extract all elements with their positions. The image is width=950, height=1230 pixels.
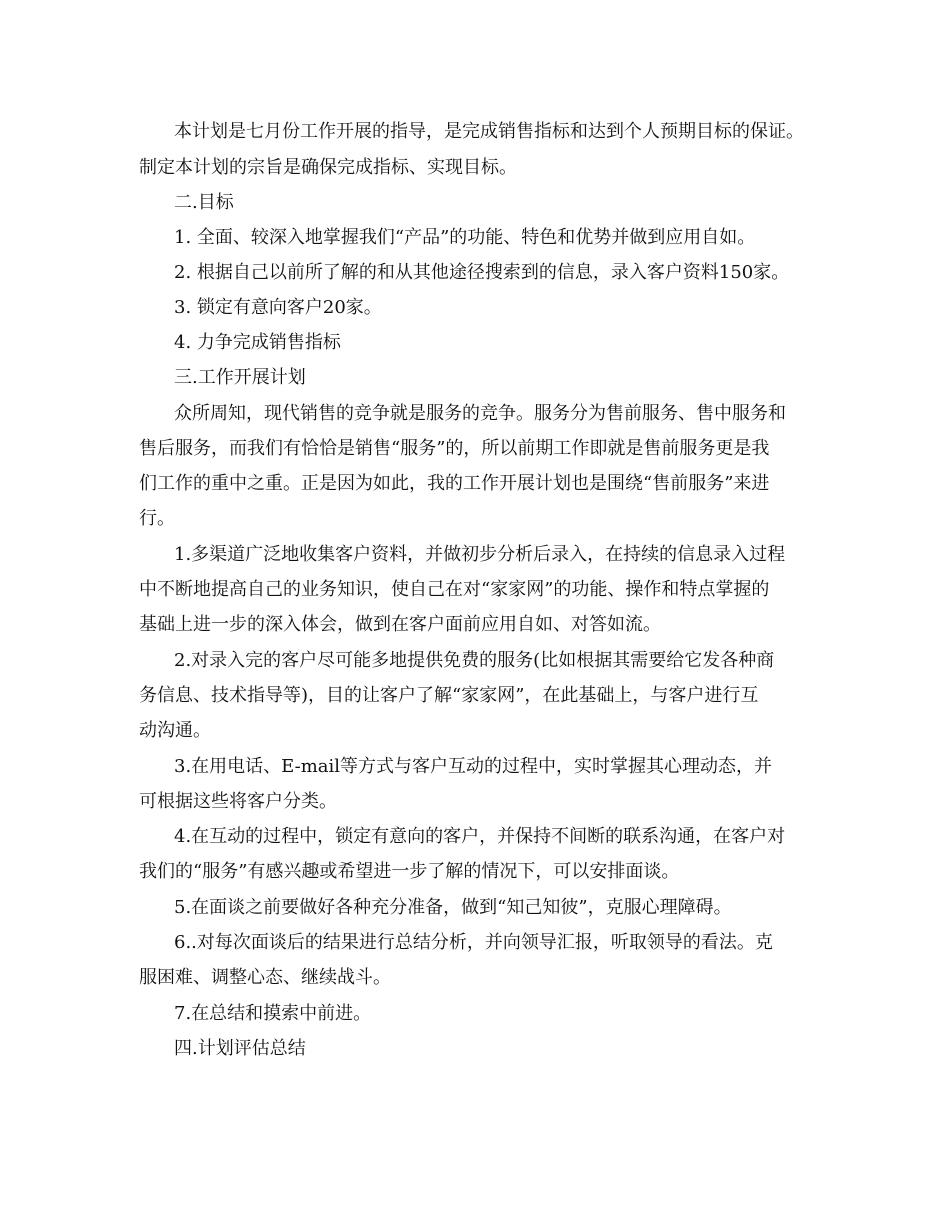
paragraph-line: 基础上进一步的深入体会，做到在客户面前应用自如、对答如流。 (139, 614, 661, 635)
paragraph-line: 服困难、调整心态、继续战斗。 (139, 967, 391, 988)
list-item: 1.多渠道广泛地收集客户资料，并做初步分析后录入，在持续的信息录入过程 (174, 544, 786, 565)
list-item: 2. 根据自己以前所了解的和从其他途径搜索到的信息，录入客户资料150家。 (174, 262, 790, 283)
list-item: 5.在面谈之前要做好各种充分准备，做到“知己知彼”，克服心理障碍。 (174, 897, 732, 918)
list-item: 1. 全面、较深入地掌握我们“产品”的功能、特色和优势并做到应用自如。 (174, 227, 756, 248)
paragraph-line: 我们的“服务”有感兴趣或希望进一步了解的情况下，可以安排面谈。 (139, 861, 680, 882)
paragraph-line: 务信息、技术指导等)，目的让客户了解“家家网”，在此基础上，与客户进行互 (139, 685, 759, 706)
paragraph-line: 行。 (139, 508, 175, 529)
section-heading: 二.目标 (174, 192, 234, 213)
paragraph-line: 动沟通。 (139, 720, 211, 741)
list-item: 7.在总结和摸索中前进。 (174, 1003, 372, 1024)
paragraph-line: 制定本计划的宗旨是确保完成指标、实现目标。 (139, 157, 517, 178)
section-heading: 四.计划评估总结 (174, 1038, 306, 1059)
paragraph-line: 们工作的重中之重。正是因为如此，我的工作开展计划也是围绕“售前服务”来进 (139, 473, 770, 494)
list-item: 6..对每次面谈后的结果进行总结分析，并向领导汇报，听取领导的看法。克 (174, 932, 773, 953)
paragraph-line: 售后服务，而我们有恰恰是销售“服务”的，所以前期工作即就是售前服务更是我 (139, 438, 770, 459)
list-item: 3. 锁定有意向客户20家。 (174, 297, 382, 318)
list-item: 3.在用电话、E-mail等方式与客户互动的过程中，实时掌握其心理动态，并 (174, 756, 773, 777)
paragraph-line: 可根据这些将客户分类。 (139, 791, 337, 812)
paragraph-line: 中不断地提高自己的业务知识，使自己在对“家家网”的功能、操作和特点掌握的 (139, 579, 770, 600)
paragraph-line: 本计划是七月份工作开展的指导，是完成销售指标和达到个人预期目标的保证。 (174, 121, 804, 142)
section-heading: 三.工作开展计划 (174, 367, 306, 388)
paragraph-line: 众所周知，现代销售的竞争就是服务的竞争。服务分为售前服务、售中服务和 (174, 403, 786, 424)
list-item: 2.对录入完的客户尽可能多地提供免费的服务(比如根据其需要给它发各种商 (174, 650, 775, 671)
list-item: 4.在互动的过程中，锁定有意向的客户，并保持不间断的联系沟通，在客户对 (174, 826, 786, 847)
list-item: 4. 力争完成销售指标 (174, 332, 341, 353)
